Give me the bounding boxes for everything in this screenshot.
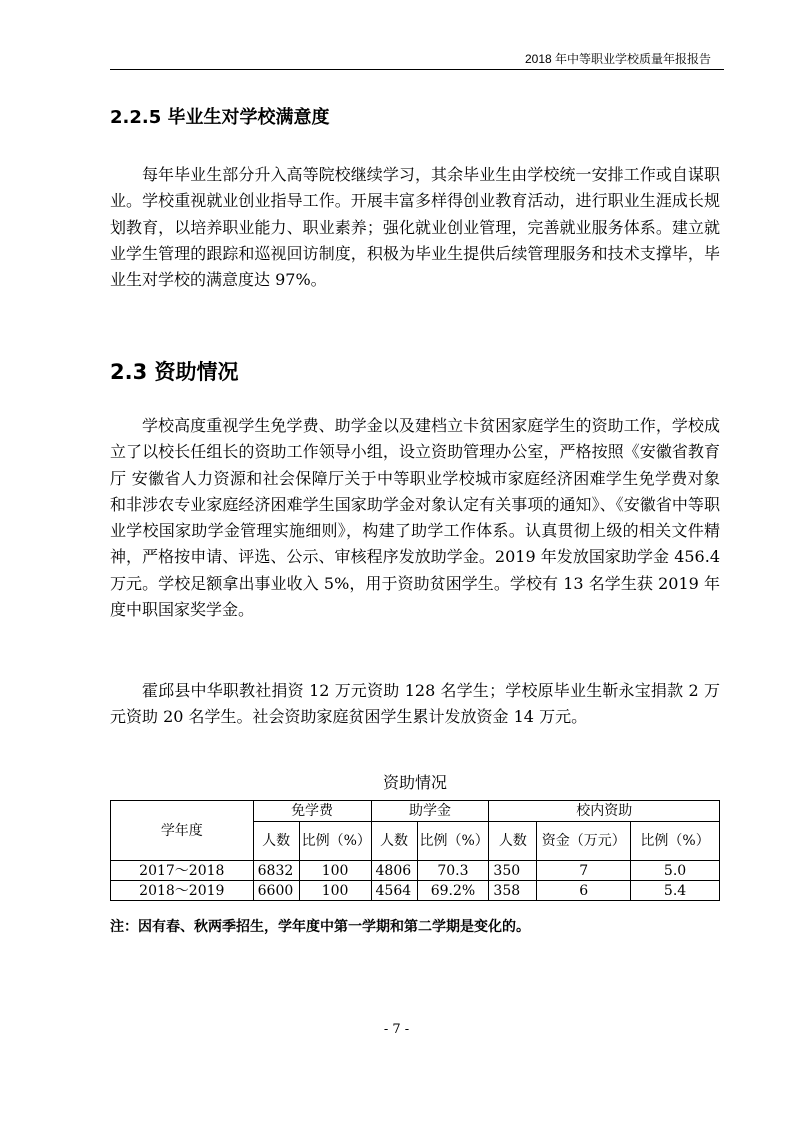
header-year: 学年度 [111, 801, 254, 861]
cell-value: 5.4 [631, 881, 720, 901]
cell-value: 70.3 [417, 861, 489, 881]
cell-value: 358 [489, 881, 537, 901]
paragraph-aid-policy: 学校高度重视学生免学费、助学金以及建档立卡贫困家庭学生的资助工作，学校成立了以校长任组长的资助工作领导小组，设立资助管理办公室，严格按照《安徽省教育厅 安徽省人力资源和社会保障厅关于中等职业学校城市家庭经济困难学生免学费对象和非涉农专业家庭经济困难学生国家助学金对象认定有关事项的通知》、《安徽省中等职业学校国家助学金管理实施细则》，构建了助学工作体系。认真贯彻上级的相关文件精神，严格按申请、评选、公示、审核程序发放助学金。2019 年发放国家助学金 456.4 万元。学校足额拿出事业收入 5%，用于资助贫困学生。学校有 13 名学生获 2019 年度中职国家奖学金。 [110, 416, 720, 620]
paragraph-social-donations: 霍邱县中华职教社捐资 12 万元资助 128 名学生；学校原毕业生靳永宝捐款 2 万元资助 20 名学生。社会资助家庭贫困学生累计发放资金 14 万元。 [110, 681, 720, 727]
subheader-count: 人数 [489, 822, 537, 861]
header-title: 2018 年中等职业学校质量年报报告 [524, 52, 711, 66]
cell-year: 2018～2019 [111, 881, 254, 901]
table-row [111, 881, 720, 901]
cell-value: 6832 [253, 861, 299, 881]
cell-value: 7 [537, 861, 631, 881]
subheader-count: 人数 [253, 822, 299, 861]
cell-value: 4806 [371, 861, 417, 881]
header-group-grant: 助学金 [371, 801, 489, 822]
section-heading-2-3: 2.3 资助情况 [110, 360, 239, 384]
table-title: 资助情况 [382, 773, 447, 792]
section-heading-2-2-5: 2.2.5 毕业生对学校满意度 [110, 107, 330, 128]
cell-value: 100 [299, 861, 371, 881]
cell-value: 4564 [371, 881, 417, 901]
subheader-count: 人数 [371, 822, 417, 861]
subheader-ratio: 比例（%） [631, 822, 720, 861]
table-note: 注：因有春、秋两季招生，学年度中第一学期和第二学期是变化的。 [110, 919, 530, 935]
cell-value: 69.2% [417, 881, 489, 901]
subheader-ratio: 比例（%） [299, 822, 371, 861]
table-header-row-1 [111, 801, 720, 822]
cell-value: 6600 [253, 881, 299, 901]
cell-value: 350 [489, 861, 537, 881]
cell-value: 5.0 [631, 861, 720, 881]
cell-value: 100 [299, 881, 371, 901]
table-row [111, 861, 720, 881]
paragraph-graduate-satisfaction: 每年毕业生部分升入高等院校继续学习，其余毕业生由学校统一安排工作或自谋职业。学校重视就业创业指导工作。开展丰富多样得创业教育活动，进行职业生涯成长规划教育，以培养职业能力、职业素养；强化就业创业管理，完善就业服务体系。建立就业学生管理的跟踪和巡视回访制度，积极为毕业生提供后续管理服务和技术支撑毕，毕业生对学校的满意度达 97%。 [110, 165, 720, 290]
subheader-funds: 资金（万元） [537, 822, 631, 861]
cell-year: 2017～2018 [111, 861, 254, 881]
header-rule [110, 69, 724, 70]
page-number: - 7 - [383, 1022, 410, 1037]
aid-table [110, 800, 720, 901]
subheader-ratio: 比例（%） [417, 822, 489, 861]
cell-value: 6 [537, 881, 631, 901]
header-group-school-aid: 校内资助 [489, 801, 720, 822]
header-group-tuition-free: 免学费 [253, 801, 371, 822]
